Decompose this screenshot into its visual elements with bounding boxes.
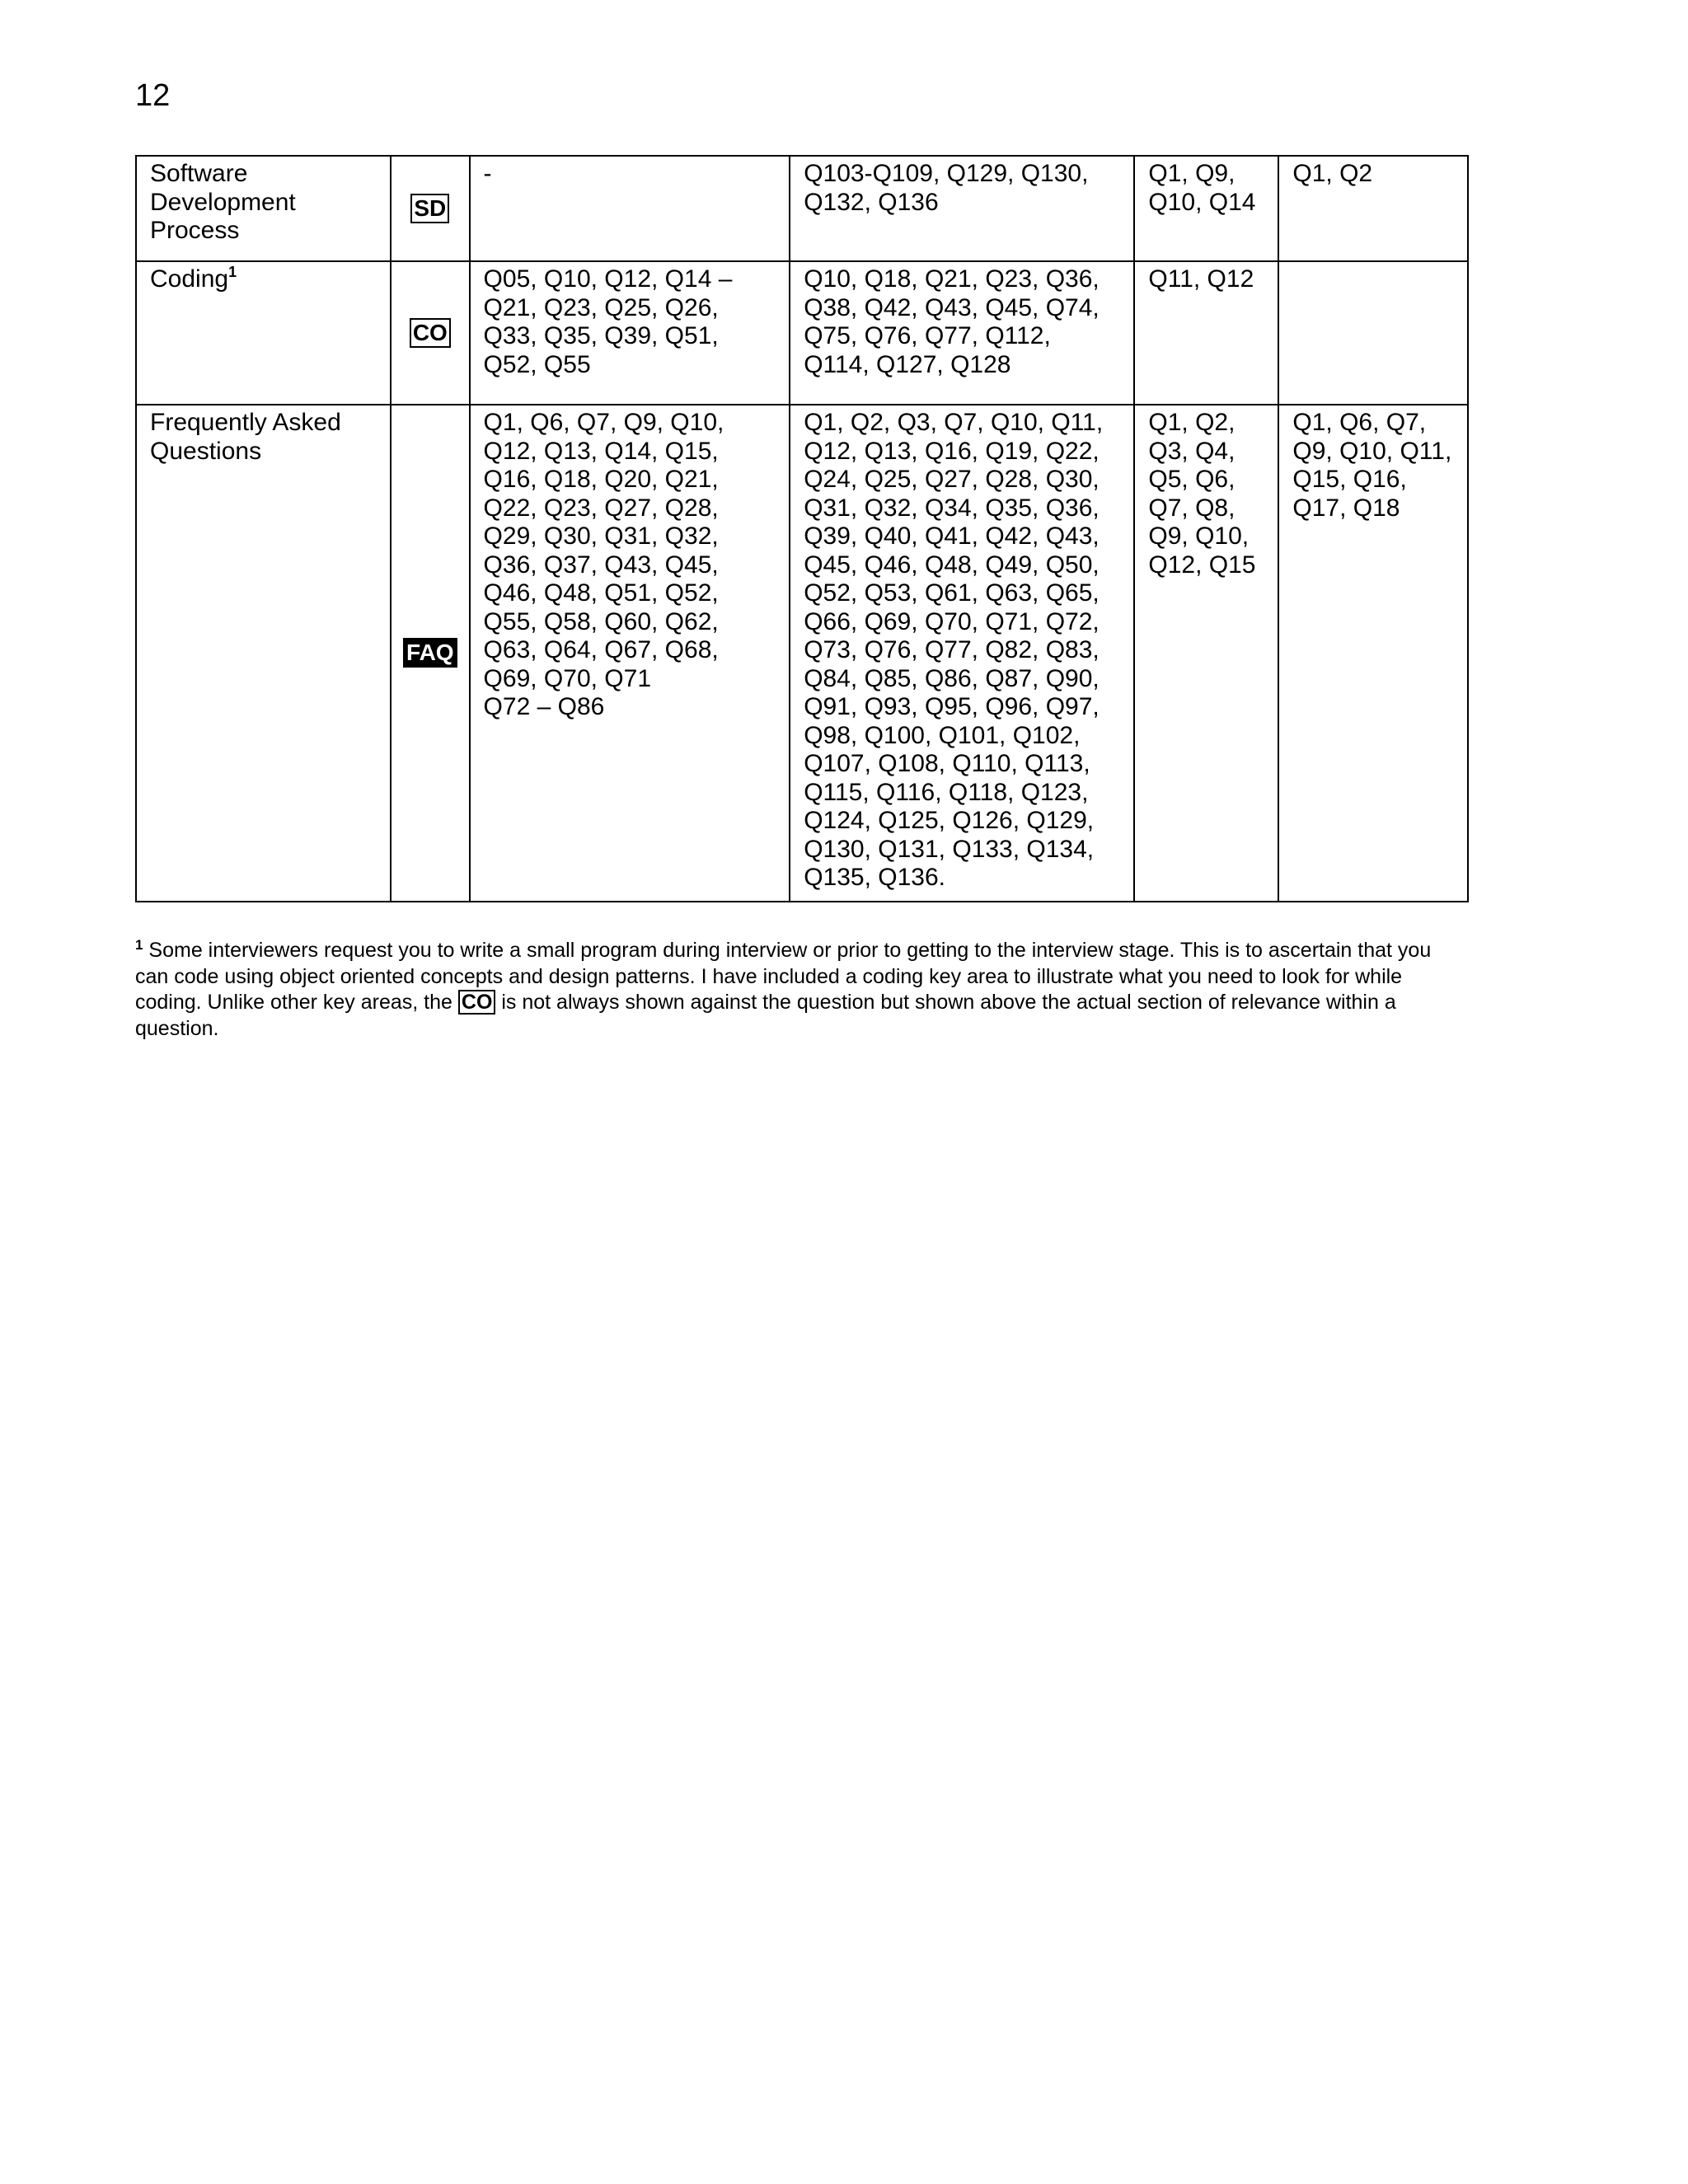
question-list-cell: - [470,156,790,261]
page-number: 12 [135,78,171,113]
table-row [136,405,1468,902]
table-row [136,261,1468,405]
co-key-icon: CO [458,990,496,1015]
key-area-icon-cell [391,156,469,261]
footnote [135,938,1454,1042]
question-list-cell: Q1, Q2, Q3, Q7, Q10, Q11, Q12, Q13, Q16, Q19, Q22, Q24, Q25, Q27, Q28, Q30, Q31, Q32, Q34, Q35, Q36, Q39, Q40, Q41, Q42, Q43, Q45, Q46, Q48, Q49, Q50, Q52, Q53, Q61, Q63, Q65, Q66, Q69, Q70, Q71, Q72, Q73, Q76, Q77, Q82, Q83, Q84, Q85, Q86, Q87, Q90, Q91, Q93, Q95, Q96, Q97, Q98, Q100, Q101, Q102, Q107, Q108, Q110, Q113, Q115, Q116, Q118, Q123, Q124, Q125, Q126, Q129, Q130, Q131, Q133, Q134, Q135, Q136. [790,405,1134,902]
question-list-cell: Q103-Q109, Q129, Q130, Q132, Q136 [790,156,1134,261]
question-list-cell: Q1, Q6, Q7, Q9, Q10, Q12, Q13, Q14, Q15, Q16, Q18, Q20, Q21, Q22, Q23, Q27, Q28, Q29, Q30, Q31, Q32, Q36, Q37, Q43, Q45, Q46, Q48, Q51, Q52, Q55, Q58, Q60, Q62, Q63, Q64, Q67, Q68, Q69, Q70, Q71 Q72 – Q86 [470,405,790,902]
footnote-text: is not always shown against the question but shown above the actual section of relevance within a question. [135,991,1396,1040]
question-list-cell: Q10, Q18, Q21, Q23, Q36, Q38, Q42, Q43, Q45, Q74, Q75, Q76, Q77, Q112, Q114, Q127, Q128 [790,261,1134,405]
question-list-cell: Q05, Q10, Q12, Q14 – Q21, Q23, Q25, Q26, Q33, Q35, Q39, Q51, Q52, Q55 [470,261,790,405]
key-areas-table [135,155,1469,902]
question-list-cell: Q11, Q12 [1134,261,1278,405]
key-area-name: Coding$^1$ [136,261,391,405]
footnote-reference: 1 [228,264,237,280]
question-list-cell: Q1, Q2, Q3, Q4, Q5, Q6, Q7, Q8, Q9, Q10, Q12, Q15 [1134,405,1278,902]
key-area-name: Software Development Process [136,156,391,261]
faq-key-icon: FAQ [403,638,457,668]
question-list-cell: Q1, Q9, Q10, Q14 [1134,156,1278,261]
footnote-marker: 1 [135,937,143,953]
question-list-cell [1278,261,1468,405]
sd-key-icon: SD [410,194,449,223]
table-row [136,156,1468,261]
question-list-cell: Q1, Q6, Q7, Q9, Q10, Q11, Q15, Q16, Q17, Q18 [1278,405,1468,902]
co-key-icon: CO [410,318,451,348]
key-area-icon-cell [391,405,469,902]
footnote-text: Some interviewers request you to write a small program during interview or prior to getting to the interview stage. This is to ascertain that you can code using object oriented concepts and design patterns. I have included a coding key area to illustrate what you need to look for while coding. Unlike other key areas, the [135,939,1432,1014]
question-list-cell: Q1, Q2 [1278,156,1468,261]
key-area-icon-cell [391,261,469,405]
key-area-name: Frequently Asked Questions [136,405,391,902]
